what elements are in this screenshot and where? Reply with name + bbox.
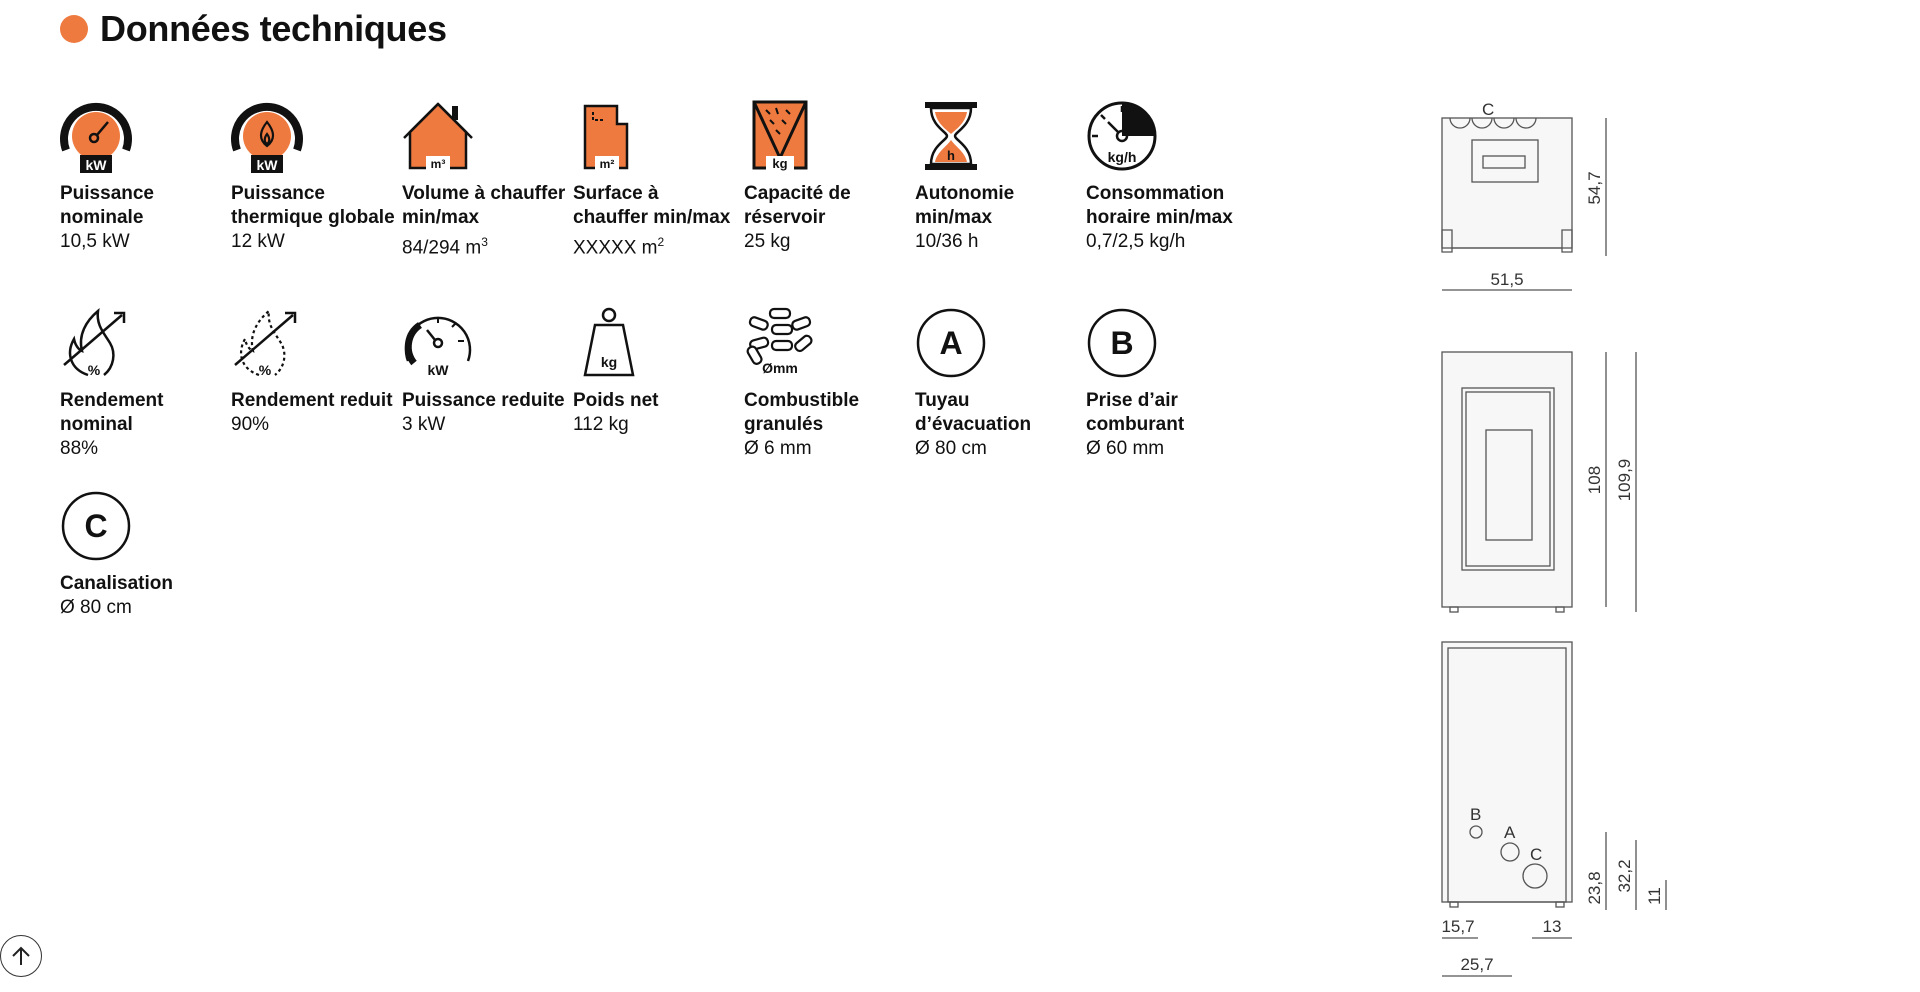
spec-label: Surface à chauffer min/max: [573, 183, 731, 228]
scroll-to-top-button[interactable]: [0, 935, 42, 977]
net-weight-icon: [571, 305, 647, 381]
spec-hourly-consumption: [1086, 98, 1251, 254]
back-b-label: B: [1470, 805, 1482, 824]
tank-capacity-icon: [742, 98, 818, 174]
spec-label: Puissance thermique globale: [231, 183, 395, 228]
spec-value: Ø 6 mm: [744, 438, 812, 459]
svg-text:kW: kW: [427, 362, 449, 378]
back-c-height-dimension: 11: [1645, 887, 1664, 905]
spec-air-intake: [1086, 305, 1251, 461]
spec-heating-surface: [573, 98, 738, 260]
hourly-consumption-icon: [1084, 98, 1160, 174]
ducting-c-icon: [58, 488, 134, 564]
pellet-fuel-icon: [742, 305, 818, 381]
spec-nominal-efficiency: [60, 305, 225, 461]
back-c-label: C: [1530, 845, 1543, 864]
spec-autonomy: [915, 98, 1080, 254]
svg-text:kg: kg: [772, 156, 788, 171]
spec-value: 0,7/2,5 kg/h: [1086, 231, 1186, 252]
spec-value: 3 kW: [402, 414, 446, 435]
technical-drawings: [1420, 80, 1700, 980]
spec-heating-volume: [402, 98, 567, 260]
top-depth-dimension: 54,7: [1585, 171, 1604, 205]
svg-text:C: C: [84, 508, 108, 544]
spec-value: 112 kg: [573, 414, 629, 435]
spec-value: 90%: [231, 414, 270, 435]
spec-value: 10/36 h: [915, 231, 979, 252]
back-a-height-dimension: 32,2: [1615, 859, 1634, 893]
front-total-height-dimension: 109,9: [1615, 458, 1634, 502]
spec-global-thermal-power: [231, 98, 396, 254]
back-a-offset-dimension: 25,7: [1460, 955, 1494, 974]
spec-label: Autonomie min/max: [915, 183, 1015, 228]
spec-exhaust-pipe: [915, 305, 1080, 461]
front-height-dimension: 108: [1585, 465, 1604, 495]
svg-text:A: A: [939, 325, 963, 361]
spec-pellet-fuel: [744, 305, 909, 461]
spec-nominal-power: [60, 98, 225, 254]
nominal-power-icon: [58, 98, 134, 174]
spec-value: 10,5 kW: [60, 231, 130, 252]
spec-label: Puissance nominale: [60, 183, 154, 228]
svg-text:%: %: [87, 362, 101, 378]
spec-label: Consommation horaire min/max: [1086, 183, 1233, 228]
svg-text:m²: m²: [599, 157, 615, 171]
spec-label: Puissance reduite: [402, 390, 565, 411]
spec-label: Prise d’air comburant: [1086, 390, 1185, 435]
spec-value: 25 kg: [744, 231, 791, 252]
spec-value: Ø 80 cm: [60, 597, 132, 618]
top-c-label: C: [1482, 100, 1495, 119]
arrow-up-icon: [10, 945, 32, 967]
spec-value: 84/294 $m^3$: [402, 235, 488, 259]
back-b-height-dimension: 23,8: [1585, 871, 1604, 905]
back-a-label: A: [1504, 823, 1516, 842]
spec-reduced-efficiency: [231, 305, 396, 437]
exhaust-pipe-a-icon: [913, 305, 989, 381]
section-header: [60, 8, 447, 50]
spec-label: Tuyau d’évacuation: [915, 390, 1032, 435]
front-view-drawing: [1442, 352, 1636, 612]
spec-value: 12 kW: [231, 231, 285, 252]
heating-surface-icon: [571, 98, 647, 174]
spec-value: Ø 60 mm: [1086, 438, 1165, 459]
reduced-power-gauge-icon: [400, 305, 476, 381]
spec-label: Poids net: [573, 390, 659, 411]
top-width-dimension: 51,5: [1490, 270, 1524, 289]
svg-text:Ømm: Ømm: [762, 360, 798, 376]
autonomy-hourglass-icon: [913, 98, 989, 174]
spec-net-weight: [573, 305, 738, 437]
spec-label: Capacité de réservoir: [744, 183, 851, 228]
nominal-efficiency-icon: [58, 305, 134, 381]
svg-text:%: %: [258, 362, 272, 378]
spec-ducting: [60, 488, 225, 620]
reduced-efficiency-icon: [229, 305, 305, 381]
spec-tank-capacity: [744, 98, 909, 254]
spec-label: Volume à chauffer min/max: [402, 183, 566, 228]
svg-text:m³: m³: [430, 157, 446, 171]
svg-text:kW: kW: [85, 157, 107, 173]
spec-label: Canalisation: [60, 573, 173, 594]
svg-text:kg: kg: [600, 354, 618, 370]
spec-value: 88%: [60, 438, 99, 459]
top-view-drawing: [1442, 118, 1606, 290]
back-b-offset-dimension: 15,7: [1441, 917, 1475, 936]
spec-label: Rendement nominal: [60, 390, 164, 435]
spec-value: Ø 80 cm: [915, 438, 987, 459]
spec-label: Rendement reduit: [231, 390, 393, 411]
spec-reduced-power: [402, 305, 567, 437]
air-intake-b-icon: [1084, 305, 1160, 381]
orange-bullet-icon: [60, 15, 88, 43]
heating-volume-icon: [400, 98, 476, 174]
spec-label: Combustible granulés: [744, 390, 860, 435]
svg-text:B: B: [1110, 325, 1134, 361]
svg-text:kW: kW: [256, 157, 278, 173]
svg-text:kg/h: kg/h: [1107, 149, 1137, 165]
spec-value: XXXXX $m^2$: [573, 235, 665, 259]
global-thermal-power-icon: [229, 98, 305, 174]
svg-text:h: h: [947, 148, 955, 163]
back-c-offset-dimension: 13: [1542, 917, 1562, 936]
section-title: Données techniques: [100, 8, 447, 49]
